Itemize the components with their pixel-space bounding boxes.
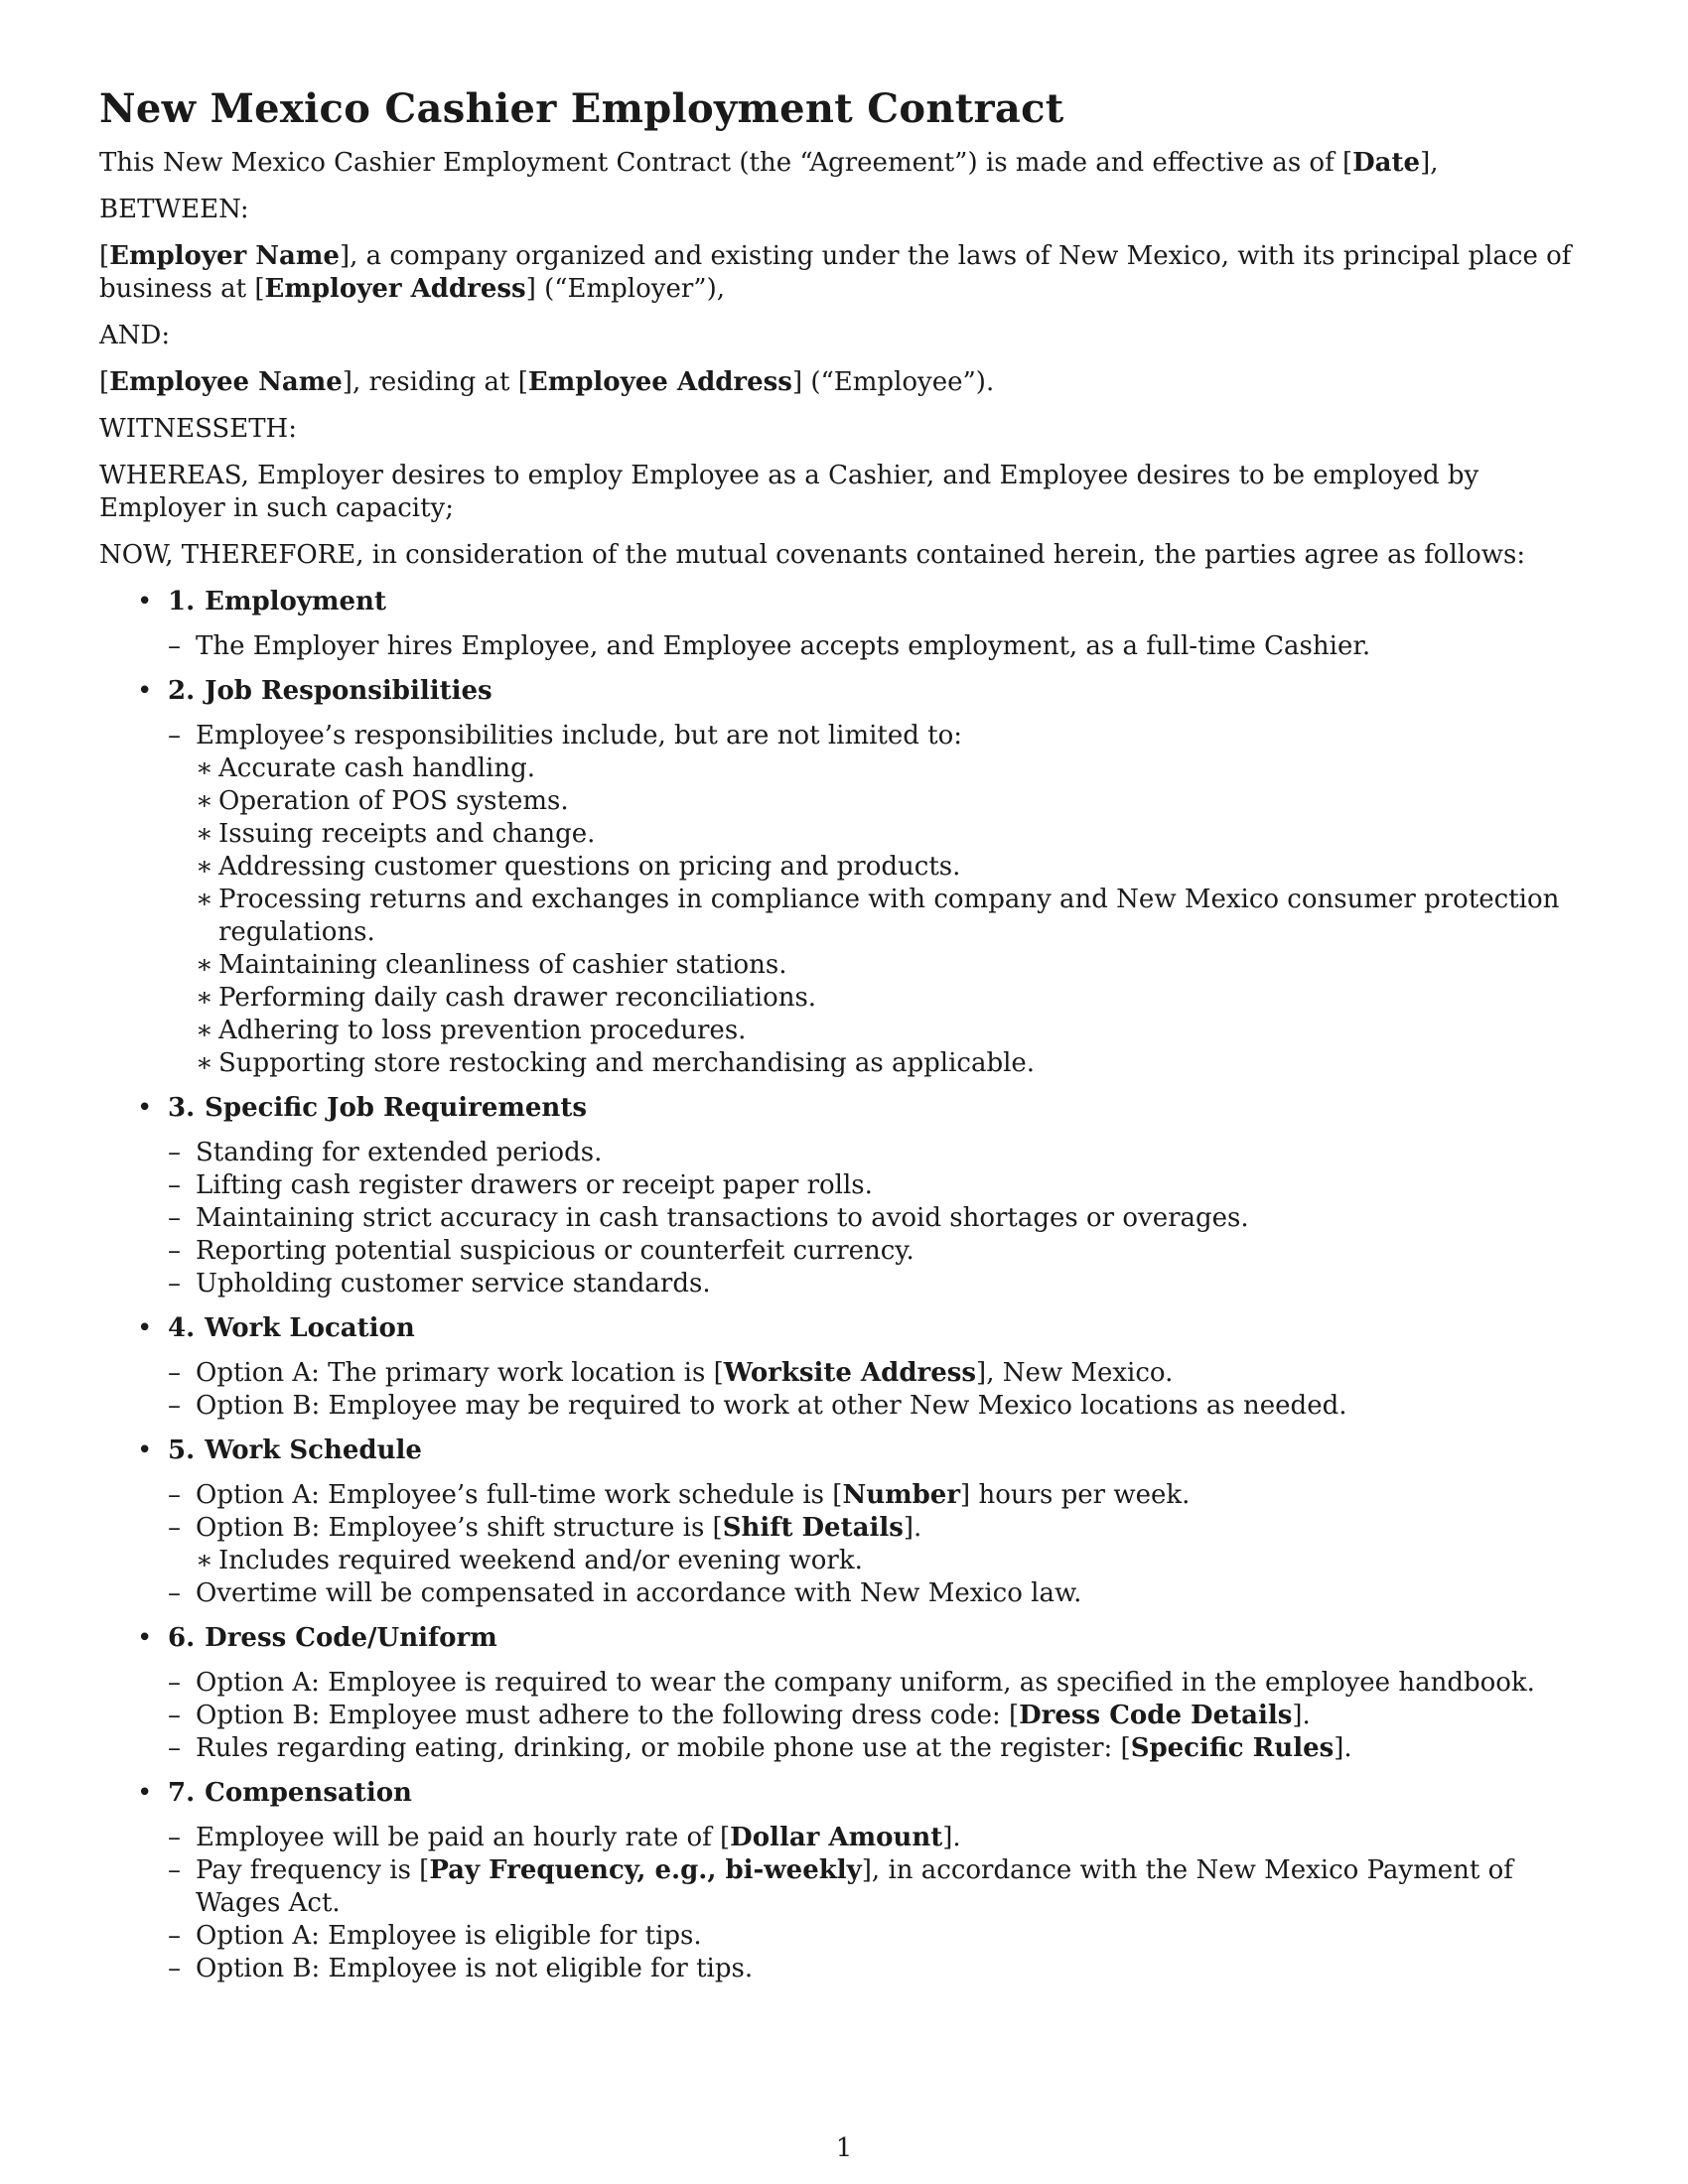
section-heading: 6. Dress Code/Uniform bbox=[168, 1623, 497, 1653]
dash-icon: – bbox=[168, 1954, 181, 1983]
page-number: 1 bbox=[835, 2133, 853, 2163]
witnesseth-label: WITNESSETH: bbox=[99, 414, 297, 444]
section-dress-code bbox=[99, 1622, 1594, 1765]
dash-icon: – bbox=[168, 631, 181, 661]
placeholder-dollar-amount: Dollar Amount bbox=[730, 1823, 943, 1852]
list-item: – Employee’s responsibilities include, but are not limited to: ∗ Accurate cash handling. ∗ Operation of POS systems. ∗ Issuing receipts and change. ∗ Addressing customer questions on pricing and products. ∗ Processing returns and exchanges in compliance with company and New Mexico consumer protection regulations. ∗ Maintaining cleanliness of cashier stations. ∗ Performing daily cash drawer reconciliations. ∗ Adhering to loss prevention procedures. ∗ Supporting store restocking and merchandising as applicable. bbox=[168, 720, 1594, 1080]
sections-list bbox=[99, 586, 1594, 1985]
sublist-item: ∗ Operation of POS systems. bbox=[196, 786, 569, 816]
section-job-responsibilities bbox=[99, 675, 1594, 1080]
dash-icon: – bbox=[168, 1170, 181, 1200]
sublist-item: ∗ Addressing customer questions on pricing and products. bbox=[196, 852, 961, 882]
sublist-item: ∗ Performing daily cash drawer reconciliations. bbox=[196, 983, 817, 1013]
employee-paragraph: [Employee Name], residing at [Employee Address] (“Employee”). bbox=[99, 367, 995, 397]
bullet-icon: • bbox=[137, 1623, 153, 1653]
placeholder-employee-name: Employee Name bbox=[109, 367, 343, 397]
section-heading: 5. Work Schedule bbox=[168, 1435, 422, 1465]
between-label: BETWEEN: bbox=[99, 195, 249, 224]
dash-icon: – bbox=[168, 1823, 181, 1852]
list-item: – Option A: Employee is eligible for tips. bbox=[168, 1921, 702, 1951]
section-compensation bbox=[99, 1777, 1594, 1985]
asterisk-icon: ∗ bbox=[196, 1016, 213, 1045]
dash-icon: – bbox=[168, 1578, 181, 1608]
dash-icon: – bbox=[168, 1855, 181, 1885]
dash-icon: – bbox=[168, 1701, 181, 1730]
dash-icon: – bbox=[168, 721, 181, 751]
placeholder-employer-address: Employer Address bbox=[264, 274, 526, 304]
sublist-item: ∗ Maintaining cleanliness of cashier stations. bbox=[196, 950, 787, 980]
whereas-paragraph: WHEREAS, Employer desires to employ Employee as a Cashier, and Employee desires to be employed by Employer in such capacity; bbox=[99, 461, 1479, 523]
section-specific-job-requirements bbox=[99, 1092, 1594, 1300]
asterisk-icon: ∗ bbox=[196, 885, 213, 914]
responsibilities-sublist bbox=[196, 752, 1594, 1080]
bullet-icon: • bbox=[137, 1093, 153, 1123]
dash-icon: – bbox=[168, 1236, 181, 1266]
dash-icon: – bbox=[168, 1203, 181, 1233]
section-work-location bbox=[99, 1312, 1594, 1423]
placeholder-pay-frequency: Pay Frequency, e.g., bi-weekly bbox=[429, 1855, 862, 1885]
asterisk-icon: ∗ bbox=[196, 983, 213, 1013]
dash-icon: – bbox=[168, 1358, 181, 1388]
list-item: – Pay frequency is [Pay Frequency, e.g., bi-weekly], in accordance with the New Mexico Payment of Wages Act. bbox=[168, 1855, 1513, 1918]
document-title: New Mexico Cashier Employment Contract bbox=[99, 85, 1064, 132]
bullet-icon: • bbox=[137, 1435, 153, 1465]
list-item: – Standing for extended periods. bbox=[168, 1138, 603, 1167]
list-item: – Option A: The primary work location is [Worksite Address], New Mexico. bbox=[168, 1358, 1174, 1388]
placeholder-worksite-address: Worksite Address bbox=[723, 1358, 977, 1388]
section-heading: 3. Specific Job Requirements bbox=[168, 1093, 587, 1123]
placeholder-specific-rules: Specific Rules bbox=[1130, 1733, 1335, 1763]
list-item: – Option B: Employee’s shift structure is [Shift Details]. ∗ Includes required weekend and/or evening work. bbox=[168, 1512, 1594, 1577]
bullet-icon: • bbox=[137, 676, 153, 706]
placeholder-date: Date bbox=[1352, 148, 1421, 178]
section-work-schedule bbox=[99, 1434, 1594, 1610]
bullet-icon: • bbox=[137, 1778, 153, 1808]
section-heading: 1. Employment bbox=[168, 587, 386, 616]
section-heading: 7. Compensation bbox=[168, 1778, 412, 1808]
asterisk-icon: ∗ bbox=[196, 819, 213, 849]
list-item: – Option A: Employee is required to wear the company uniform, as specified in the employee handbook. bbox=[168, 1668, 1535, 1698]
dash-icon: – bbox=[168, 1921, 181, 1951]
list-item: – Option B: Employee must adhere to the following dress code: [Dress Code Details]. bbox=[168, 1701, 1311, 1730]
document-page bbox=[99, 85, 1594, 1997]
asterisk-icon: ∗ bbox=[196, 1546, 213, 1575]
dash-icon: – bbox=[168, 1480, 181, 1510]
asterisk-icon: ∗ bbox=[196, 786, 213, 816]
section-heading: 2. Job Responsibilities bbox=[168, 676, 492, 706]
list-item: – Option A: Employee’s full-time work schedule is [Number] hours per week. bbox=[168, 1480, 1191, 1510]
list-item: – Option B: Employee may be required to work at other New Mexico locations as needed. bbox=[168, 1391, 1347, 1421]
section-heading: 4. Work Location bbox=[168, 1313, 415, 1343]
placeholder-shift-details: Shift Details bbox=[722, 1513, 904, 1543]
sublist-item: ∗ Issuing receipts and change. bbox=[196, 819, 596, 849]
placeholder-number: Number bbox=[842, 1480, 961, 1510]
list-item: – Employee will be paid an hourly rate of [Dollar Amount]. bbox=[168, 1823, 961, 1852]
list-item: – The Employer hires Employee, and Employee accepts employment, as a full-time Cashier. bbox=[168, 631, 1371, 661]
dash-icon: – bbox=[168, 1269, 181, 1298]
bullet-icon: • bbox=[137, 587, 153, 616]
placeholder-employer-name: Employer Name bbox=[109, 241, 340, 271]
section-employment bbox=[99, 586, 1594, 663]
list-item: – Rules regarding eating, drinking, or mobile phone use at the register: [Specific Rules]. bbox=[168, 1733, 1352, 1763]
sublist-item: ∗ Processing returns and exchanges in compliance with company and New Mexico consumer protection regulations. bbox=[196, 885, 1560, 947]
bullet-icon: • bbox=[137, 1313, 153, 1343]
list-item: – Upholding customer service standards. bbox=[168, 1269, 711, 1298]
dash-icon: – bbox=[168, 1391, 181, 1421]
sublist-item: ∗ Includes required weekend and/or evening work. bbox=[196, 1546, 863, 1575]
list-item: – Lifting cash register drawers or receipt paper rolls. bbox=[168, 1170, 873, 1200]
dash-icon: – bbox=[168, 1513, 181, 1543]
now-therefore-paragraph: NOW, THEREFORE, in consideration of the mutual covenants contained herein, the parties agree as follows: bbox=[99, 540, 1526, 570]
dash-icon: – bbox=[168, 1138, 181, 1167]
asterisk-icon: ∗ bbox=[196, 1048, 213, 1078]
asterisk-icon: ∗ bbox=[196, 753, 213, 783]
list-item: – Reporting potential suspicious or counterfeit currency. bbox=[168, 1236, 914, 1266]
asterisk-icon: ∗ bbox=[196, 852, 213, 882]
dash-icon: – bbox=[168, 1733, 181, 1763]
list-item: – Maintaining strict accuracy in cash transactions to avoid shortages or overages. bbox=[168, 1203, 1249, 1233]
intro-paragraph: This New Mexico Cashier Employment Contract (the “Agreement”) is made and effective as of [Date], bbox=[99, 148, 1439, 178]
dash-icon: – bbox=[168, 1668, 181, 1698]
asterisk-icon: ∗ bbox=[196, 950, 213, 980]
list-item: – Option B: Employee is not eligible for tips. bbox=[168, 1954, 754, 1983]
placeholder-dress-code-details: Dress Code Details bbox=[1019, 1701, 1293, 1730]
employer-paragraph: [Employer Name], a company organized and existing under the laws of New Mexico, with its principal place of business at [Employer Address] (“Employer”), bbox=[99, 241, 1572, 304]
and-label: AND: bbox=[99, 321, 171, 350]
sublist-item: ∗ Supporting store restocking and merchandising as applicable. bbox=[196, 1048, 1036, 1078]
list-item: – Overtime will be compensated in accordance with New Mexico law. bbox=[168, 1578, 1082, 1608]
placeholder-employee-address: Employee Address bbox=[527, 367, 792, 397]
sublist-item: ∗ Adhering to loss prevention procedures. bbox=[196, 1016, 747, 1045]
sublist-item: ∗ Accurate cash handling. bbox=[196, 753, 536, 783]
